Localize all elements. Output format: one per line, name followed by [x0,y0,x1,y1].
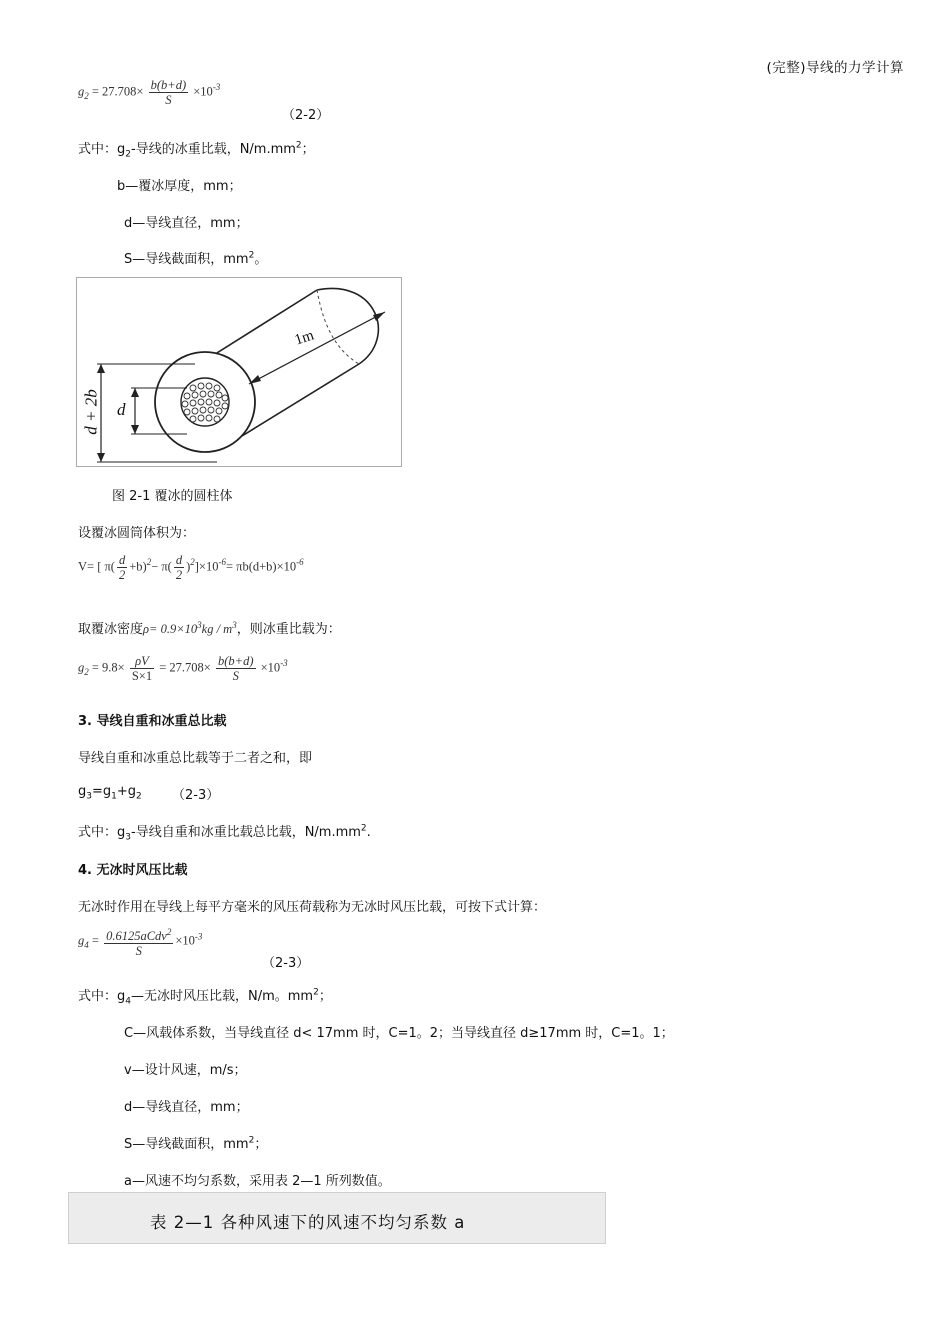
section-3-heading: 3. 导线自重和冰重总比载 [78,714,227,729]
formula-fraction [104,925,173,958]
vol-result: = πb(d+b)×10 [225,559,297,574]
def-text: -导线自重和冰重比载总比载，N/m.mm [131,825,361,840]
section-4-text: 无冰时作用在导线上每平方毫米的风压荷载称为无冰时风压比载，可按下式计算： [78,900,547,915]
definition-c: C—风载体系数，当导线直径 d< 17mm 时，C=1。2；当导线直径 d≥17mm 时，C=1。1； [124,1026,674,1041]
fraction-denominator: S [135,944,142,959]
vol-end-sup: -6 [218,557,226,568]
formula-tail: ×10 [260,660,281,675]
frac-2-num: b(b+d) [217,654,254,668]
vol-mid-3: ) [186,559,191,574]
definition-g3 [78,821,371,843]
volume-formula [78,553,304,582]
length-label: 1m [292,327,317,349]
density-unit: kg / m [201,622,233,636]
def-s-text: S—导线截面积，mm [124,252,249,267]
formula-fraction [149,78,189,107]
density-formula [143,619,237,636]
eq-mid: =g [92,784,112,799]
section-4-heading: 4. 无冰时风压比载 [78,863,188,878]
def-end: . [366,825,371,840]
formula-exponent: -3 [280,658,288,669]
def-superscript: 2 [313,987,319,998]
numerator-exp: 2 [166,927,172,937]
formula-exponent: -3 [194,931,203,942]
formula-g2-full [78,654,288,683]
vol-frac-1 [117,553,127,582]
def-subscript: 2 [125,149,131,160]
def-end: ； [318,989,332,1004]
def-subscript: 4 [125,996,131,1007]
def-end: ； [301,142,315,157]
definition-d: d—导线直径，mm； [124,216,249,231]
def-prefix: 式中：g [78,142,126,157]
inner-diameter-label: d [117,400,126,419]
figure-iced-cylinder [76,277,402,467]
formula-subscript: 4 [84,939,89,950]
eq-sub-3: 3 [86,791,92,802]
def-s-superscript: 2 [248,1135,255,1146]
definition-g2 [78,138,315,160]
volume-intro: 设覆冰圆筒体积为： [78,526,196,541]
vol-frac-2 [174,553,184,582]
cylinder-diagram [77,278,401,466]
eq-sub-1: 1 [111,791,117,802]
eq-plus: +g [116,784,137,799]
length-dimension-line [249,312,385,384]
definition-s [124,248,267,267]
fraction-denominator: S [165,93,172,107]
definition-g4 [78,985,332,1007]
vol-mid-2: − π( [151,559,172,574]
vol-start: V= [ π( [78,559,115,574]
def-s-text: S—导线截面积，mm [124,1137,249,1152]
def-subscript: 3 [125,832,131,843]
vol-mid-1-sup: 2 [146,557,152,568]
far-end-hidden-edge [317,290,359,364]
document-header-title: (完整)导线的力学计算 [766,60,904,76]
equation-number-2-2: （2-2） [282,108,330,123]
fraction-numerator: b(b+d) [150,78,187,92]
density-value: ρ= 0.9×10 [143,622,198,636]
frac-1-num: ρV [130,654,154,669]
def-superscript: 2 [360,823,367,834]
outer-diameter-label: d + 2b [81,389,101,435]
table-title: 表 2—1 各种风速下的风速不均匀系数 a [150,1213,466,1232]
vol-result-sup: -6 [296,557,304,568]
density-suffix: ，则冰重比载为： [236,622,341,637]
formula-symbol: g [78,84,85,99]
vol-mid-1: +b) [129,559,147,574]
section-3-equation [78,784,142,802]
formula-tail: ×10 [193,84,213,99]
cylinder-bottom-edge [242,364,359,436]
definition-a: a—风速不均匀系数，采用表 2—1 所列数值。 [124,1174,391,1189]
formula-coefficient: = 27.708× [91,84,144,99]
def-prefix: 式中：g [78,825,126,840]
definition-s-2 [124,1133,267,1152]
def-s-end: ； [254,1137,268,1152]
formula-subscript: 2 [84,90,89,101]
equation-number-2-3a: （2-3） [172,788,220,803]
formula-symbol: g [78,933,85,948]
vol-frac-1-den: 2 [118,568,126,582]
definition-d-2: d—导线直径，mm； [124,1100,249,1115]
far-end-cap [317,288,378,364]
definition-v: v—设计风速，m/s； [124,1063,247,1078]
frac-1-den: S×1 [131,669,153,683]
formula-coef-2: = 27.708× [159,660,211,675]
vol-frac-2-den: 2 [175,568,183,582]
fraction-numerator [104,925,173,944]
formula-symbol: g [78,660,85,675]
def-s-superscript: 2 [248,250,255,261]
def-prefix: 式中：g [78,989,126,1004]
eq-g: g [78,784,87,799]
vol-frac-2-num: d [175,553,183,567]
formula-coef-1: = 9.8× [91,660,125,675]
definition-b: b—覆冰厚度，mm； [117,179,242,194]
def-text: -导线的冰重比载，N/m.mm [131,142,296,157]
vol-mid-3-sup: 2 [190,557,195,568]
def-text: —无冰时风压比载，N/m。mm [131,989,314,1004]
equation-number-2-3b: （2-3） [262,956,310,971]
formula-frac-1 [130,654,154,683]
numerator-text: 0.6125aCdv [106,929,167,944]
figure-caption: 图 2-1 覆冰的圆柱体 [112,489,233,504]
formula-g4 [78,925,202,958]
density-prefix: 取覆冰密度 [78,622,144,637]
formula-exponent: -3 [212,82,221,93]
inner-conductor-circle [181,378,229,426]
formula-tail: ×10 [175,933,195,948]
vol-frac-1-num: d [118,553,126,567]
formula-frac-2 [216,654,256,683]
def-superscript: 2 [295,140,302,151]
frac-2-den: S [232,669,239,683]
density-line [78,618,341,637]
density-unit-exp: 3 [232,619,237,630]
density-exp: 3 [197,619,202,630]
eq-sub-2: 2 [136,791,142,802]
section-3-text: 导线自重和冰重总比载等于二者之和，即 [78,751,313,766]
formula-eq: = [91,933,99,948]
vol-end: ]×10 [194,559,219,574]
formula-g2-top [78,78,220,107]
formula-subscript: 2 [84,666,89,677]
def-s-end: 。 [254,252,268,267]
